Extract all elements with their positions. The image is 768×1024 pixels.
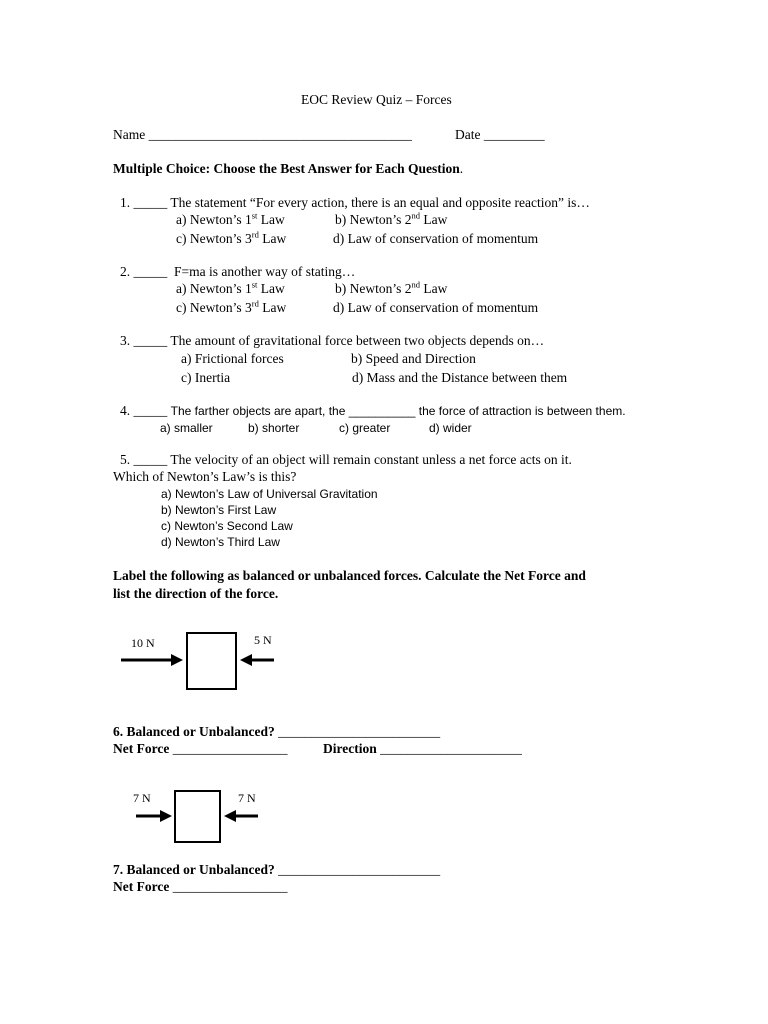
q1-option-b: b) Newton’s 2nd Law [335, 210, 448, 227]
q1-option-d: d) Law of conservation of momentum [333, 231, 539, 246]
question-number: 5. [120, 452, 131, 467]
net-force-field[interactable]: _________________ [172, 879, 288, 894]
date-field[interactable]: _________ [483, 127, 545, 142]
q4-option-a: a) smaller [160, 421, 213, 435]
answer-blank[interactable]: _____ [133, 264, 168, 279]
name-field[interactable]: _______________________________________ [148, 127, 412, 142]
object-box [187, 633, 236, 689]
forces-instructions-line-2: list the direction of the force. [113, 586, 279, 601]
q5-option-b: b) Newton’s First Law [161, 503, 277, 517]
right-arrow-icon [160, 810, 172, 822]
answer-blank[interactable]: _____ [133, 195, 168, 210]
question-text: The farther objects are apart, the __________ the force of attraction is between them. [170, 404, 626, 418]
question-number: 3. [120, 333, 131, 348]
question-number: 1. [120, 195, 131, 210]
answer-blank[interactable]: _____ [133, 452, 168, 467]
direction-label: Direction [323, 741, 377, 756]
force-diagram-2 [133, 791, 258, 842]
left-arrow-icon [224, 810, 236, 822]
question-text: F=ma is another way of stating… [174, 264, 356, 279]
answer-blank[interactable]: _____ [133, 333, 168, 348]
direction-field[interactable]: _____________________ [380, 741, 522, 756]
q6-net-force-row [113, 741, 287, 757]
object-box [175, 791, 220, 842]
q5-option-c: c) Newton’s Second Law [161, 519, 293, 533]
q5-option-a: a) Newton’s Law of Universal Gravitation [161, 487, 378, 501]
q1-option-a: a) Newton’s 1st Law [176, 210, 285, 227]
q3-option-b: b) Speed and Direction [351, 351, 476, 366]
q7-balanced-field[interactable]: ________________________ [278, 862, 441, 877]
q2-option-b: b) Newton’s 2nd Law [335, 279, 448, 296]
right-arrow-icon [171, 654, 183, 666]
q7-row [113, 862, 440, 878]
q3-option-a: a) Frictional forces [181, 351, 284, 366]
page-title: EOC Review Quiz – Forces [301, 92, 452, 107]
question-text: The amount of gravitational force between two objects depends on… [170, 333, 545, 348]
q4-option-b: b) shorter [248, 421, 300, 435]
q2-option-d: d) Law of conservation of momentum [333, 300, 539, 315]
q2-option-a: a) Newton’s 1st Law [176, 279, 285, 296]
left-force-label: 7 N [133, 791, 151, 805]
q6-direction-row [323, 741, 522, 757]
q5-option-d: d) Newton’s Third Law [161, 535, 280, 549]
q1-option-c: c) Newton’s 3rd Law [176, 229, 287, 246]
mc-heading-text: Multiple Choice: Choose the Best Answer for Each Question [113, 161, 460, 176]
net-force-field[interactable]: _________________ [172, 741, 288, 756]
forces-instructions-line-1: Label the following as balanced or unbalanced forces. Calculate the Net Force and [113, 568, 586, 583]
q6-balanced-field[interactable]: ________________________ [278, 724, 441, 739]
mc-heading-period: . [459, 161, 464, 176]
q7-net-force-row [113, 879, 287, 895]
left-arrow-icon [240, 654, 252, 666]
q6-label: 6. Balanced or Unbalanced? [113, 724, 275, 739]
name-label: Name [113, 127, 146, 142]
question-5-line-2: Which of Newton’s Law’s is this? [113, 469, 297, 484]
q3-option-c: c) Inertia [181, 370, 231, 385]
q6-row [113, 724, 440, 740]
q7-label: 7. Balanced or Unbalanced? [113, 862, 275, 877]
answer-blank[interactable]: _____ [133, 403, 168, 418]
question-number: 4. [120, 403, 131, 418]
net-force-label: Net Force [113, 879, 170, 894]
right-force-label: 5 N [254, 633, 272, 647]
question-number: 2. [120, 264, 131, 279]
force-diagram-1 [121, 633, 274, 689]
right-force-label: 7 N [238, 791, 256, 805]
question-text: The velocity of an object will remain constant unless a net force acts on it. [170, 452, 572, 467]
net-force-label: Net Force [113, 741, 170, 756]
date-label: Date [455, 127, 481, 142]
left-force-label: 10 N [131, 636, 155, 650]
q4-option-d: d) wider [429, 421, 472, 435]
q4-option-c: c) greater [339, 421, 391, 435]
q3-option-d: d) Mass and the Distance between them [352, 370, 568, 385]
q2-option-c: c) Newton’s 3rd Law [176, 298, 287, 315]
question-text: The statement “For every action, there is an equal and opposite reaction” is… [170, 195, 590, 210]
